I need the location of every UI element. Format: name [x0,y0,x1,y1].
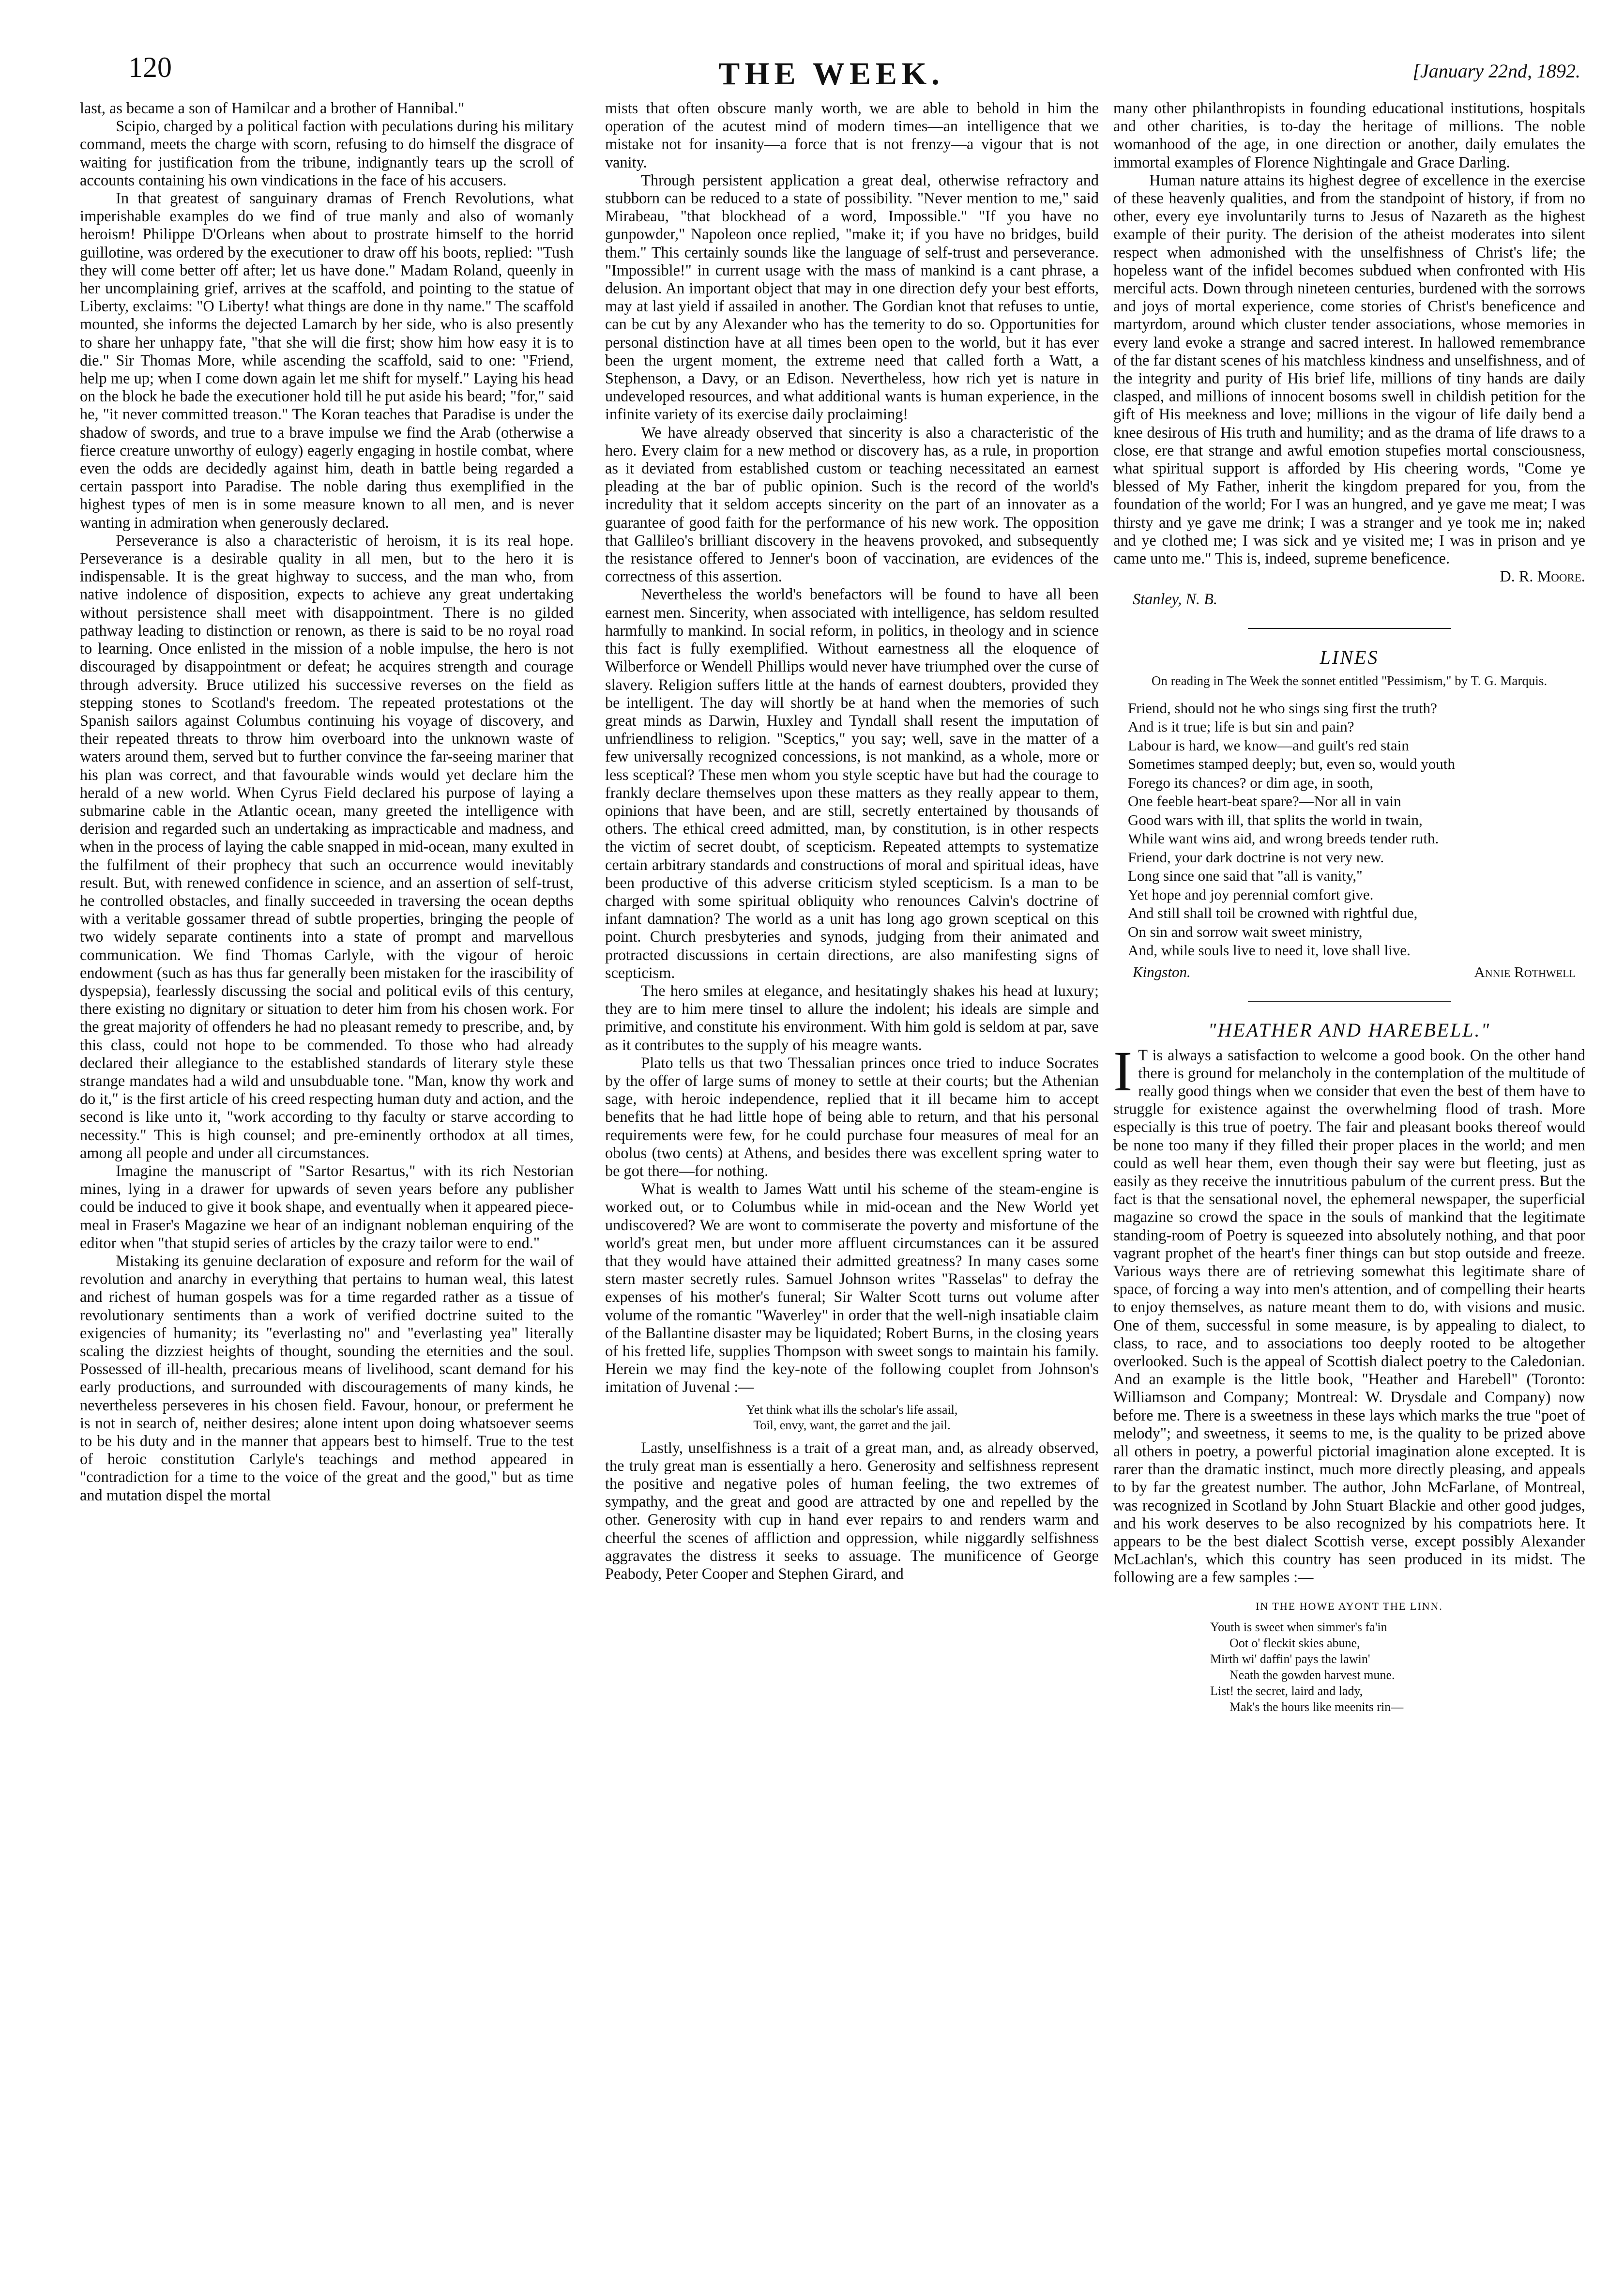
poem-line: Mak's the hours like meenits rin— [1229,1699,1404,1714]
poem-line: Yet hope and joy perennial comfort give. [1128,886,1374,903]
section-divider [1248,1001,1451,1002]
author-name: D. R. Moore. [1500,567,1585,585]
poem-line: Sometimes stamped deeply; but, even so, would youth [1128,755,1455,773]
paragraph: mists that often obscure manly worth, we are able to behold in him the operation of the acutest mind of modern times—an intelligence that we mistake not for insanity—a force that is not frenzy—a vigour that is not vanity. [605,99,1099,171]
poem-line: Labour is hard, we know—and guilt's red stain [1128,736,1409,754]
issue-date: [January 22nd, 1892. [1412,60,1580,82]
poem-line: One feeble heart-beat spare?—Nor all in vain [1128,793,1401,810]
poem-line: Long since one said that "all is vanity," [1128,867,1363,885]
page-header [82,46,1580,99]
paragraph: Scipio, charged by a political faction with peculations during his military command, meets the charge with scorn, refusing to do himself the disgrace of waiting for justification from the tribune, indignantly tears up the scroll of accounts containing his own vindications in the face of his accusers. [80,117,574,189]
poem-line: While want wins aid, and wrong breeds tender ruth. [1128,830,1439,847]
poem-line: And, while souls live to need it, love shall live. [1128,942,1411,959]
column-2 [605,99,1099,1583]
quote-line: Yet think what ills the scholar's life assail, [746,1402,958,1417]
page-number: 120 [128,51,172,83]
column-3 [1113,99,1585,1715]
poem-line: Mirth wi' daffin' pays the lawin' [1210,1651,1370,1666]
paragraph: many other philanthropists in founding educational institutions, hospitals and other charities, is to-day the heritage of millions. The noble womanhood of the age, in one direction or another, daily emulates the immortal examples of Florence Nightingale and Grace Darling. [1113,99,1585,171]
poem-line: Youth is sweet when simmer's fa'in [1210,1620,1387,1634]
review-paragraph [1113,1039,1585,1587]
poem-place: Kingston. [1133,963,1191,980]
lines-title: LINES [1320,646,1379,668]
paragraph: last, as became a son of Hamilcar and a brother of Hannibal." [80,99,465,117]
poem-line: Neath the gowden harvest mune. [1229,1667,1395,1682]
lines-subtitle: On reading in The Week the sonnet entitled "Pessimism," by T. G. Marquis. [1151,673,1548,688]
author-place: Stanley, N. B. [1133,590,1217,608]
poem-signature [1128,963,1585,982]
poem-line: Forego its chances? or dim age, in sooth, [1128,774,1374,791]
review-title: "HEATHER AND HAREBELL." [1208,1019,1491,1041]
section-divider [1248,628,1451,629]
paragraph: In that greatest of sanguinary dramas of French Revolutions, what imperishable examples do we find of true manly and also of womanly heroism! Philippe D'Orleans when about to prostrate himself to the horrid guillotine, was ordered by the executioner to draw off his boots, replied: "Tush they will come better off after; let us have done." Madam Roland, queenly in her uncomplaining grief, arrives at the scaffold, and pointing to the statue of Liberty, exclaims: "O Liberty! what things are done in thy name." The scaffold mounted, she informs the dejected Lamarch by her side, who is also presently to share her unhappy fate, "that she will die first; show him how easy it is to die." Sir Thomas More, while ascending the scaffold, said to one: "Friend, help me up; when I come down again let me shift for myself." Laying his head on the block he bade the executioner hold till he put aside his beard; "for," said he, "it never committed treason." The Koran teaches that Paradise is under the shadow of swords, and true to a brave impulse we find the Arab (otherwise a fierce creature unworthy of eulogy) eagerly engaging in hostile combat, where even the odds are decidedly against him, death in battle being regarded a certain passport into Paradise. The noble daring thus exemplified in the highest types of men is in some measure known to all men, and is never wanting in admiration when generously declared. [80,189,574,531]
paragraph: Nevertheless the world's benefactors will be found to have all been earnest men. Sincerity, when associated with intelligence, has seldom resulted harmfully to mankind. In social reform, in politics, in theology and in science this fact is fully exemplified. Without earnestness all the eloquence of Wilberforce or Wendell Phillips would never have triumphed over the curse of slavery. Religion suffers little at the hands of earnest doubters, provided they be intelligent. The day will shortly be at hand when the memories of such great minds as Darwin, Huxley and Tyndall shall resent the imputation of unfriendliness to religion. "Sceptics," you say; well, save in the matter of a few universally recognized concessions, is not mankind, as a whole, more or less sceptical? These men whom you style sceptic have but had the courage to frankly declare themselves upon these matters as they really appear to them, opinions that have been, and are still, secretly entertained by thousands of others. The ethical creed admitted, man, by constitution, is in other respects the victim of secret doubt, of scepticism. Repeated attempts to systematize certain arbitrary standards and constructions of moral and spiritual ideas, have been productive of this adverse criticism styled scepticism. Is a man to be charged with some spiritual obliquity who renounces Calvin's doctrine of infant damnation? The world as a unit has long ago grown sceptical on this point. Church presbyteries and synods, judging from their animated and protracted discussions in certain directions, are also manifesting signs of scepticism. [605,585,1099,981]
poem-line: Oot o' fleckit skies abune, [1229,1635,1360,1650]
paragraph: Imagine the manuscript of "Sartor Resartus," with its rich Nestorian mines, lying in a drawer for upwards of seven years before any publisher could be induced to give it book shape, and eventually when it appeared piece-meal in Fraser's Magazine we hear of an indignant nobleman enquiring of the editor when "that stupid series of articles by the crazy tailor were to end." [80,1161,574,1252]
column-1 [80,99,574,1504]
paragraph: We have already observed that sincerity is also a characteristic of the hero. Every claim for a new method or discovery has, as a rule, in proportion as it deviated from established custom or teaching necessitated an earnest pleading at the bar of public opinion. Such is the record of the world's incredulity that it seldom accepts sincerity on the part of an innovater as a guarantee of good faith for the performance of his new work. The opposition that Gallileo's brilliant discovery in the heavens provoked, and subsequently the resistance offered to Jenner's boon of vaccination, are evidences of the correctness of this assertion. [605,423,1099,585]
dialect-poem [1113,1598,1585,1715]
masthead-title: THE WEEK. [718,56,944,92]
drop-cap: I [1113,1039,1133,1103]
paragraph: Mistaking its genuine declaration of exposure and reform for the wail of revolution and anarchy in everything that pertains to human weal, this latest and richest of human gospels was for a time regarded rather as a tissue of revolutionary sentiments than a work of verified doctrine suited to the exigencies of humanity; its "everlasting no" and "everlasting yea" literally scaling the dizziest heights of thought, sounding the eternities and the soul. Possessed of ill-health, precarious means of livelihood, scant demand for his early productions, and surrounded with discouragements of many kinds, he nevertheless perseveres in his chosen field. Favour, honour, or preferment he is not in search of, neither desires; alone intent upon doing whatsoever seems to be his duty and in the manner that appears best to himself. True to the test of heroic constitution Carlyle's teachings and method appeared in "contradiction for a time to the voice of the great and the good," but as time and mutation dispel the mortal [80,1252,574,1504]
poem-author: Annie Rothwell [1474,963,1576,980]
poem-line: Good wars with ill, that splits the world in twain, [1128,811,1423,828]
article-signature [1113,567,1585,585]
poem-line: Friend, your dark doctrine is not very new. [1128,848,1384,866]
paragraph: The hero smiles at elegance, and hesitatingly shakes his head at luxury; they are to him mere tinsel to allure the indolent; his ideals are simple and primitive, and constitute his environment. With him gold is seldom at par, save as it contributes to the supply of his meagre wants. [605,981,1099,1054]
poem [1113,699,1585,982]
review-text: T is always a satisfaction to welcome a good book. On the other hand there is ground for melancholy in the contemplation of the multitude of really good things when we consider that even the best of them have to struggle for existence against the overwhelming flood of trash. More especially is this true of poetry. The fair and pleasant books thereof would be none too many if they filled their proper places in the world; and men could as well hear them, even though their say were but fleeting, just as easily as they receive the innutritious pabulum of the current press. But the fact is that the sensational novel, the ephemeral newspaper, the superficial magazine so crowd the space in the souls of mankind that the legitimate standing-room of Poetry is squeezed into absolutely nothing, and that poor vagrant prophet of the heart's finer things can but stop outside and freeze. Various ways there are of retrieving somewhat this legitimate share of space, of forcing a way into men's attention, and of compelling their hearts to enjoy themselves, as nature meant them to do, with visions and music. One of them, successful in some measure, is by appealing to dialect, to class, to race, and to associations too deeply rooted to be altogether overlooked. Such is the appeal of Scottish dialect poetry to the Caledonian. And an example is the little book, "Heather and Harebell" (Toronto: Williamson and Company; Montreal: W. Drysdale and Company) now before me. There is a sweetness in these lays which marks the true "poet of melody"; and sweetness, it seems to me, is the quality to be prized above all others in poetry, a powerful pictorial imagination alone excepted. It is rarer than the dramatic instinct, much more directly pleasing, and appeals to by far the greatest number. The author, John McFarlane, of Montreal, was recognized in Scotland by John Stuart Blackie and other good judges, and his work deserves to be also recognized by his compatriots here. It appears to be the best dialect Scottish verse, except possibly Alexander McLachlan's, which this country has seen produced in its midst. The following are a few samples :— [1113,1046,1585,1586]
poem-line: And is it true; life is but sin and pain? [1128,718,1354,735]
paragraph: Human nature attains its highest degree of excellence in the exercise of these heavenly qualities, and from the standpoint of history, if from no other, every eye involuntarily turns to Jesus of Nazareth as the highest example of their purity. The derision of the atheist moderates into silent respect when admonished with the unselfishness of Christ's life; the hopeless want of the infidel becomes subdued when confronted with His merciful acts. Down through nineteen centuries, burdened with the sorrows and joys of mortal experience, come stories of Christ's beneficence and martyrdom, around which cluster tender associations, whose memories in every land evoke a strange and sacred interest. In hallowed remembrance of the far distant scenes of his matchless kindness and unselfishness, and of the integrity and purity of His brief life, millions of tiny hands are daily clasped, and millions of innocent bosoms swell in childish petition for the gift of His meekness and love; millions in the vigour of life daily bend a knee desirous of His truth and humility; and as the drama of life draws to a close, ere that strange and awful emotion stupefies mortal consciousness, what spiritual support is afforded by His cheering words, "Come ye blessed of My Father, inherit the kingdom prepared for you, from the foundation of the world; For I was an hungred, and ye gave me meat; I was thirsty and ye gave me drink; I was a stranger and ye took me in; naked and ye clothed me; I was sick and ye visited me; I was in prison and ye came unto me." This is, indeed, supreme beneficence. [1113,171,1585,567]
paragraph: Plato tells us that two Thessalian princes once tried to induce Socrates by the offer of large sums of money to settle at their courts; but the Athenian sage, with heroic independence, replied that it ill became him to accept benefits that he had little hope of being able to return, and that his personal requirements were few, for he could purchase four measures of meal for an obolus (two cents) at Athens, and besides there was excellent spring water to be got there—for nothing. [605,1054,1099,1179]
paragraph: Lastly, unselfishness is a trait of a great man, and, as already observed, the truly great man is essentially a hero. Generosity and selfishness represent the positive and negative poles of human feeling, the two extremes of sympathy, and the great and good are attracted by one and repelled by the other. Generosity with cup in hand ever repairs to and renders warm and cheerful the scenes of affliction and oppression, while niggardly selfishness aggravates the distress it seeks to assuage. The munificence of George Peabody, Peter Cooper and Stephen Girard, and [605,1438,1099,1583]
quote-line: Toil, envy, want, the garret and the jail. [753,1418,951,1432]
dialect-poem-title: IN THE HOWE AYONT THE LINN. [1256,1600,1443,1612]
paragraph: What is wealth to James Watt until his scheme of the steam-engine is worked out, or to Columbus while in mid-ocean and the New World yet undiscovered? We are wont to commiserate the poverty and misfortune of the world's great men, but under more affluent circumstances can it be assured that they would have attained their admitted greatness? In many cases some stern master secretly rules. Samuel Johnson writes "Rasselas" to defray the expenses of his mother's funeral; Sir Walter Scott turns out volume after volume of the romantic "Waverley" in order that the well-nigh insatiable claim of the Ballantine disaster may be liquidated; Robert Burns, in the closing years of his fretted life, supplies Thompson with sweet songs to maintain his family. Herein we may find the key-note of the following couplet from Johnson's imitation of Juvenal :— [605,1180,1099,1396]
poem-line: List! the secret, laird and lady, [1210,1683,1363,1698]
paragraph: Through persistent application a great deal, otherwise refractory and stubborn can be reduced to a state of possibility. "Never mention to me," said Mirabeau, "that blockhead of a word, Impossible." "If you have no gunpowder," Napoleon once replied, "make it; if you have no bridges, build them." This certainly sounds like the language of self-trust and perseverance. "Impossible!" in current usage with the mass of mankind is a cant phrase, a delusion. An important object that may in one direction defy your best efforts, may at last yield if assailed in another. The Gordian knot that refuses to untie, can be cut by any Alexander who has the temerity to do so. Opportunities for personal distinction have at all times been open to the world, but it has ever been the urgent moment, the extreme need that called forth a Watt, a Stephenson, a Davy, or an Edison. Nevertheless, how rich yet is nature in undeveloped resources, and what additional wants is human experience, in the infinite variety of its exercise daily proclaiming! [605,171,1099,423]
couplet-quote [605,1402,1099,1433]
poem-line: On sin and sorrow wait sweet ministry, [1128,923,1363,940]
poem-line: Friend, should not he who sings sing first the truth? [1128,699,1437,717]
poem-line: And still shall toil be crowned with rightful due, [1128,904,1418,922]
paragraph: Perseverance is also a characteristic of heroism, it is its real hope. Perseverance is a desirable quality in all men, but to the hero it is indispensable. It is the great highway to success, and the man who, from native indolence of disposition, expects to achieve any great undertaking without persistence shall meet with disappointment. There is no gilded pathway leading to distinction or renown, as there is said to be no royal road to learning. Once enlisted in the mission of a noble impulse, the hero is not discouraged by disappointment or defeat; he acquires strength and courage through adversity. Bruce utilized his successive reverses on the field as stepping stones to Scotland's freedom. The repeated protestations ot the Spanish sailors against Columbus continuing his voyage of discovery, and their repeated threats to throw him overboard into the unknown waste of waters around them, served but to further convince the far-seeing mariner that his plan was correct, and that favourable winds would yet declare him the herald of a new world. When Cyrus Field declared his purpose of laying a submarine cable in the Atlantic ocean, many greeted the intelligence with derision and regarded such an undertaking as impracticable and madness, and when in the process of laying the cable snapped in mid-ocean, many exulted in the fulfilment of their prophecy that such an occurrence would inevitably result. But, with renewed confidence in science, and an assertion of self-trust, he controlled obstacles, and finally succeeded in traversing the ocean depths with a veritable gossamer thread of subtle properties, bringing the people of two widely separate continents into a state of prompt and marvellous communication. We find Thomas Carlyle, with the vigour of heroic endowment (such as has thus far generally been mistaken for the irascibility of dyspepsia), fearlessly discussing the social and political evils of this century, there existing no dignitary or situation to deter him from his chosen work. For the great majority of offenders he had no pleasant remedy to prescribe, and, by this class, could not hope to be commended. To those who had already declared their allegiance to the established standards of literary style these strange mandates had a wild and unsubduable tone. "Man, know thy work and do it," is the first article of his creed respecting human duty and action, and the second is like unto it, "work according to thy faculty or starve according to necessity." This is high counsel; and pre-eminently orthodox at all times, among all people and under all circumstances. [80,531,574,1161]
